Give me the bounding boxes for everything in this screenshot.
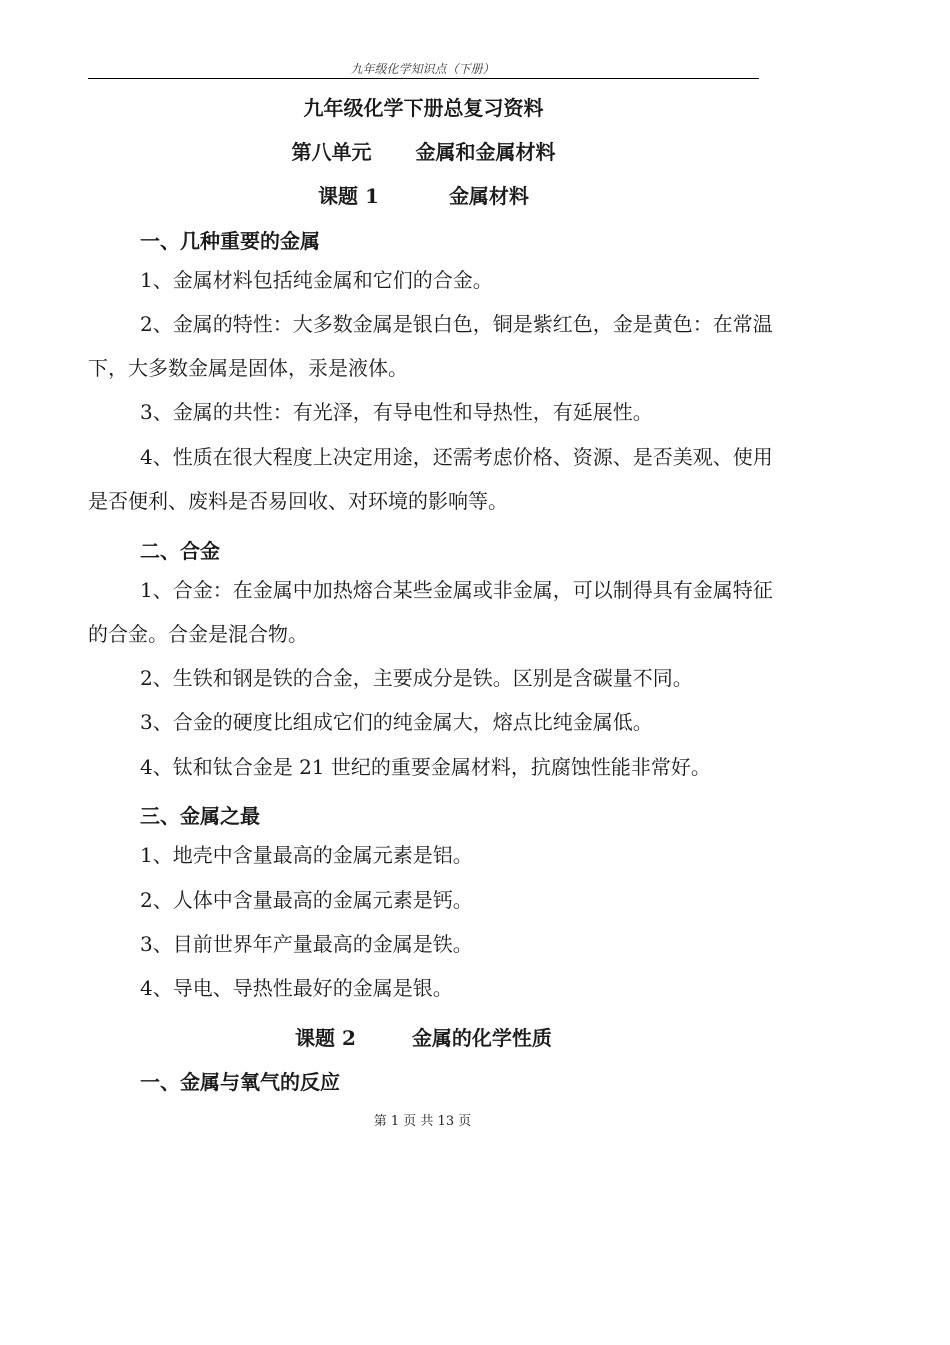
unit-number: 第八单元 <box>291 140 372 164</box>
lesson-2-name: 金属的化学性质 <box>411 1026 552 1050</box>
header-rule <box>88 78 759 79</box>
paragraph: 3、目前世界年产量最高的金属是铁。 <box>140 932 473 956</box>
paragraph: 2、生铁和钢是铁的合金，主要成分是铁。区别是含碳量不同。 <box>140 666 693 690</box>
lesson-1-heading <box>88 180 759 209</box>
section-heading-important-metals: 一、几种重要的金属 <box>140 229 320 253</box>
section-heading-alloys: 二、合金 <box>140 539 220 563</box>
paragraph-continuation: 的合金。合金是混合物。 <box>88 622 308 646</box>
lesson-1-number: 课题 1 <box>318 184 379 208</box>
lesson-2-heading <box>88 1022 759 1051</box>
paragraph: 1、地壳中含量最高的金属元素是铝。 <box>140 843 473 867</box>
paragraph: 3、金属的共性：有光泽，有导电性和导热性，有延展性。 <box>140 400 653 424</box>
section-heading-metal-oxygen: 一、金属与氧气的反应 <box>140 1070 340 1094</box>
section-heading-metal-records: 三、金属之最 <box>140 804 260 828</box>
page-footer: 第 1 页 共 13 页 <box>373 1114 472 1129</box>
paragraph: 1、金属材料包括纯金属和它们的合金。 <box>140 268 493 292</box>
lesson-2-number: 课题 2 <box>295 1026 356 1050</box>
unit-heading <box>88 136 759 165</box>
paragraph-continuation: 是否便利、废料是否易回收、对环境的影响等。 <box>88 489 508 513</box>
lesson-1-name: 金属材料 <box>448 184 529 208</box>
running-header: 九年级化学知识点（下册） <box>350 62 495 76</box>
paragraph: 2、人体中含量最高的金属元素是钙。 <box>140 888 473 912</box>
paragraph: 4、性质在很大程度上决定用途，还需考虑价格、资源、是否美观、使用 <box>140 445 773 469</box>
document-title: 九年级化学下册总复习资料 <box>303 96 544 120</box>
paragraph-continuation: 下，大多数金属是固体，汞是液体。 <box>88 356 408 380</box>
paragraph: 4、导电、导热性最好的金属是银。 <box>140 976 453 1000</box>
paragraph: 2、金属的特性：大多数金属是银白色，铜是紫红色，金是黄色：在常温 <box>140 312 773 336</box>
paragraph: 4、钛和钛合金是 21 世纪的重要金属材料，抗腐蚀性能非常好。 <box>140 755 711 779</box>
paragraph: 3、合金的硬度比组成它们的纯金属大，熔点比纯金属低。 <box>140 710 653 734</box>
unit-name: 金属和金属材料 <box>415 140 556 164</box>
paragraph: 1、合金：在金属中加热熔合某些金属或非金属，可以制得具有金属特征 <box>140 578 773 602</box>
